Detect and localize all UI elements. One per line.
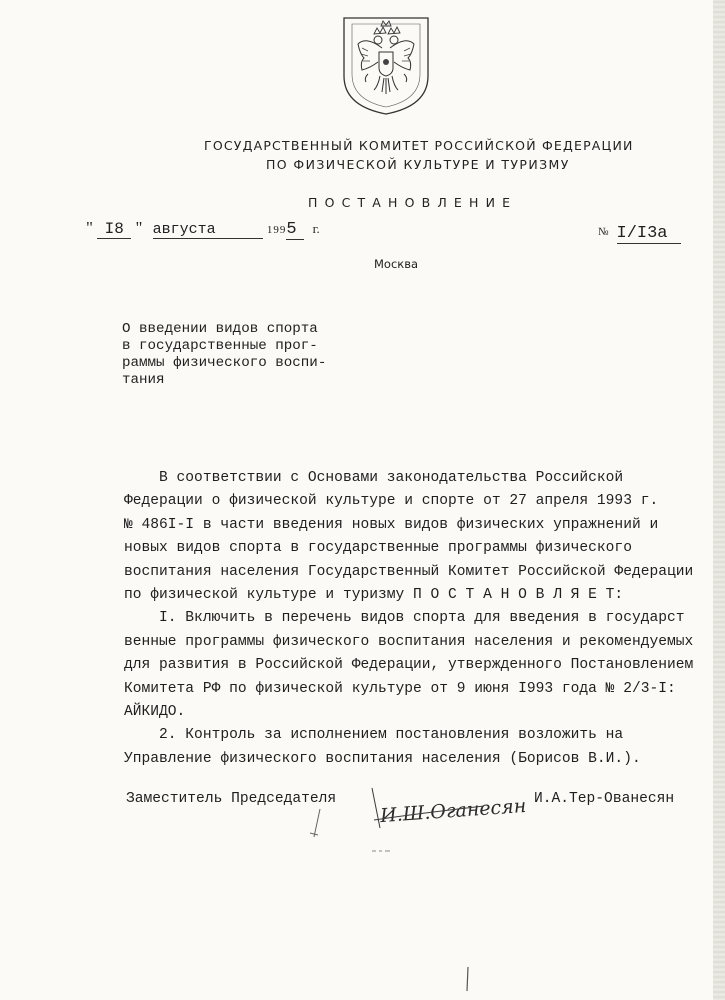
body-line: новых видов спорта в государственные программы физического [124, 540, 632, 557]
signatory-name: И.А.Тер-Ованесян [534, 791, 675, 807]
scan-mark [300, 805, 340, 845]
signatory-position: Заместитель Председателя [126, 791, 337, 807]
scan-mark [370, 845, 400, 859]
number-sign: № [598, 226, 609, 238]
body-line: для развития в Российской Федерации, утвержденного Постановлением [124, 657, 694, 674]
body-line: I. Включить в перечень видов спорта для введения в государст [124, 610, 685, 627]
subject-line: раммы физического воспи- [122, 355, 327, 371]
quote-close: " [135, 218, 143, 237]
body-line: венные программы физического воспитания населения и рекомендуемых [124, 633, 694, 650]
body-line: АЙКИДО. [124, 703, 186, 720]
subject-line: в государственные прог- [122, 338, 318, 354]
handwritten-signature: И.Ш.Оганесян [379, 794, 527, 828]
body-line: воспитания населения Государственный Комитет Российской Федерации [124, 563, 694, 580]
organization-line-2: ПО ФИЗИЧЕСКОЙ КУЛЬТУРЕ И ТУРИЗМУ [266, 157, 570, 172]
body-line: В соответствии с Основами законодательства Российской [124, 470, 624, 486]
date-line [86, 218, 320, 240]
date-year-digit: 5 [286, 220, 304, 240]
organization-line-1: ГОСУДАРСТВЕННЫЙ КОМИТЕТ РОССИЙСКОЙ ФЕДЕРАЦИИ [204, 138, 634, 153]
date-month: августа [153, 221, 263, 239]
number-value: I/I3а [617, 224, 681, 244]
date-year-suffix: г. [312, 221, 320, 236]
signature-scribble [362, 780, 512, 840]
coat-of-arms-emblem [338, 14, 434, 118]
subject-block [122, 321, 326, 389]
body-text [124, 467, 694, 771]
page-edge [713, 0, 725, 1000]
date-day: I8 [97, 220, 131, 239]
subject-line: тания [122, 372, 165, 388]
body-line: 2. Контроль за исполнением постановления возложить на [124, 727, 624, 744]
body-line: Управление физического воспитания населения (Борисов В.И.). [124, 750, 641, 767]
subject-line: О введении видов спорта [122, 321, 318, 337]
body-line: Федерации о физической культуре и спорте от 27 апреля 1993 г. [124, 493, 659, 510]
body-line: по физической культуре и туризму П О С Т А Н О В Л Я Е Т: [124, 586, 624, 603]
city: Москва [374, 257, 419, 271]
document-type: П О С Т А Н О В Л Е Н И Е [308, 195, 512, 210]
body-line: Комитета РФ по физической культуре от 9 июня I993 года № 2/3-I: [124, 680, 676, 697]
quote-open: " [86, 218, 93, 237]
document-number [598, 224, 681, 244]
scan-mark [462, 965, 474, 995]
date-year-prefix: 199 [266, 224, 287, 236]
body-line: № 486I-I в части введения новых видов физических упражнений и [124, 516, 659, 533]
